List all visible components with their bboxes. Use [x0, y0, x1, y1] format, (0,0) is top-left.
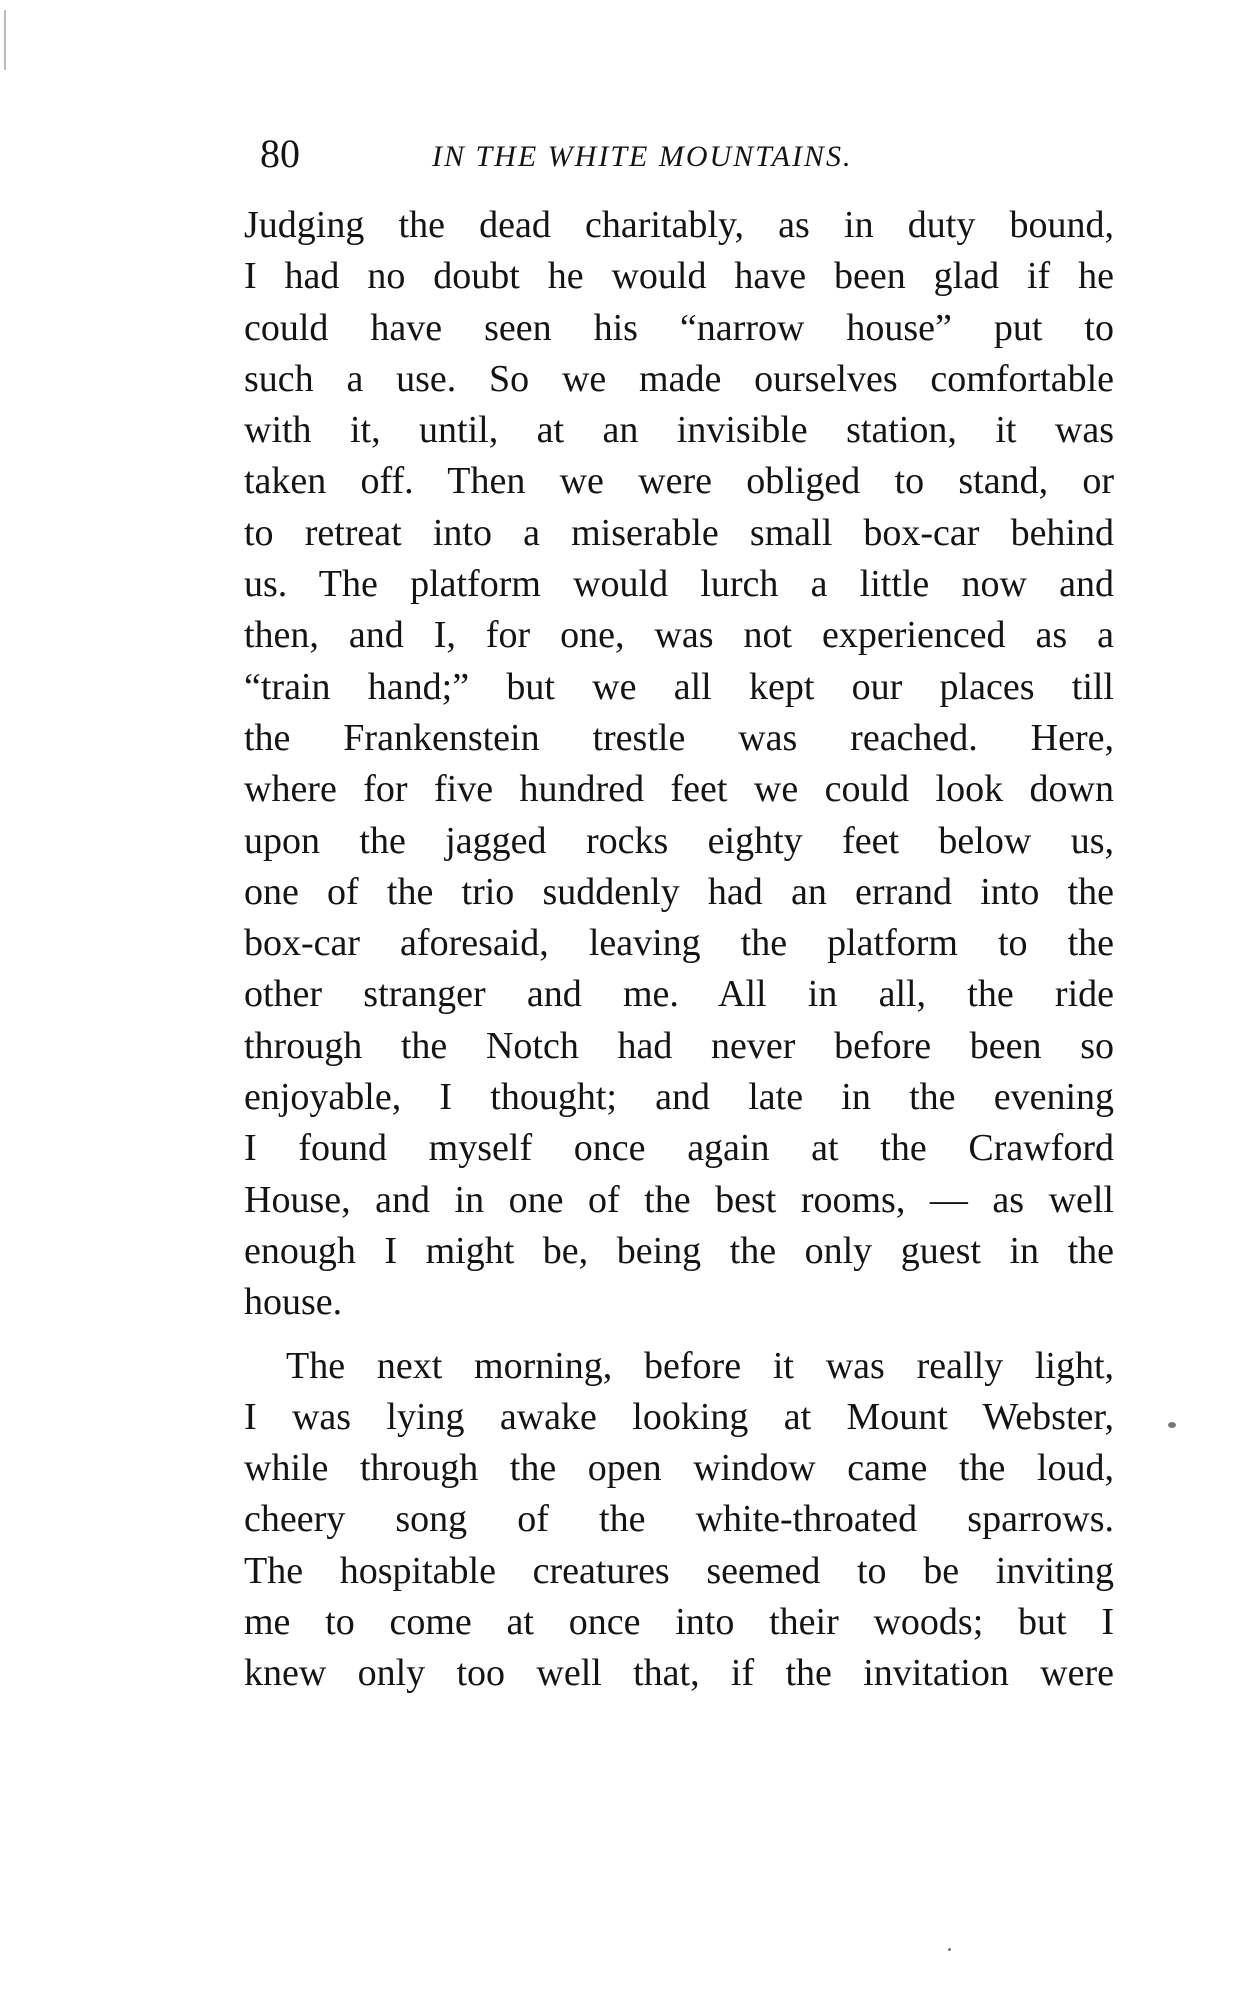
- running-head: IN THE WHITE MOUNTAINS.: [432, 140, 853, 173]
- text-line: box-car aforesaid, leaving the platform to the: [244, 922, 1114, 965]
- ink-speck: [948, 1948, 951, 1951]
- text-line: then, and I, for one, was not experienced as a: [244, 614, 1114, 657]
- text-line: I had no doubt he would have been glad if he: [244, 255, 1114, 298]
- text-line: where for five hundred feet we could look down: [244, 768, 1114, 811]
- text-line: us. The platform would lurch a little now and: [244, 563, 1114, 606]
- text-line: such a use. So we made ourselves comfortable: [244, 357, 1114, 400]
- text-line: enjoyable, I thought; and late in the evening: [244, 1076, 1114, 1119]
- text-line: The next morning, before it was really light,: [286, 1344, 1114, 1387]
- ink-speck: [4, 10, 6, 70]
- text-line: to retreat into a miserable small box-car behind: [244, 511, 1114, 554]
- text-line: enough I might be, being the only guest in the: [244, 1229, 1114, 1272]
- ink-speck: [1168, 1422, 1176, 1428]
- text-line: I found myself once again at the Crawford: [244, 1127, 1114, 1170]
- text-line: upon the jagged rocks eighty feet below us,: [244, 819, 1114, 862]
- text-line: The hospitable creatures seemed to be inviting: [244, 1549, 1114, 1592]
- text-line: House, and in one of the best rooms, — as well: [244, 1178, 1114, 1221]
- text-line: Judging the dead charitably, as in duty bound,: [244, 204, 1114, 246]
- text-line: the Frankenstein trestle was reached. Here,: [244, 716, 1114, 759]
- text-line: other stranger and me. All in all, the ride: [244, 973, 1114, 1016]
- text-line: “train hand;” but we all kept our places till: [244, 665, 1114, 708]
- paragraph-2: [244, 1341, 1114, 1700]
- text-line: house.: [244, 1281, 343, 1324]
- paragraph-gap: [244, 1329, 1114, 1341]
- text-line: I was lying awake looking at Mount Webster,: [244, 1395, 1114, 1438]
- page-header: [252, 128, 1122, 184]
- body-text: [244, 200, 1114, 1700]
- text-line: with it, until, at an invisible station, it was: [244, 409, 1114, 452]
- text-line: while through the open window came the loud,: [244, 1447, 1114, 1490]
- page-number: 80: [260, 131, 300, 176]
- text-line: one of the trio suddenly had an errand into the: [244, 870, 1114, 913]
- text-line: taken off. Then we were obliged to stand, or: [244, 460, 1114, 503]
- text-line: could have seen his “narrow house” put to: [244, 306, 1114, 349]
- text-line: through the Notch had never before been so: [244, 1024, 1114, 1067]
- paragraph-1: [244, 200, 1114, 1329]
- text-line: knew only too well that, if the invitation were: [244, 1652, 1114, 1695]
- text-line: me to come at once into their woods; but I: [244, 1601, 1114, 1644]
- text-line: cheery song of the white-throated sparrows.: [244, 1498, 1114, 1541]
